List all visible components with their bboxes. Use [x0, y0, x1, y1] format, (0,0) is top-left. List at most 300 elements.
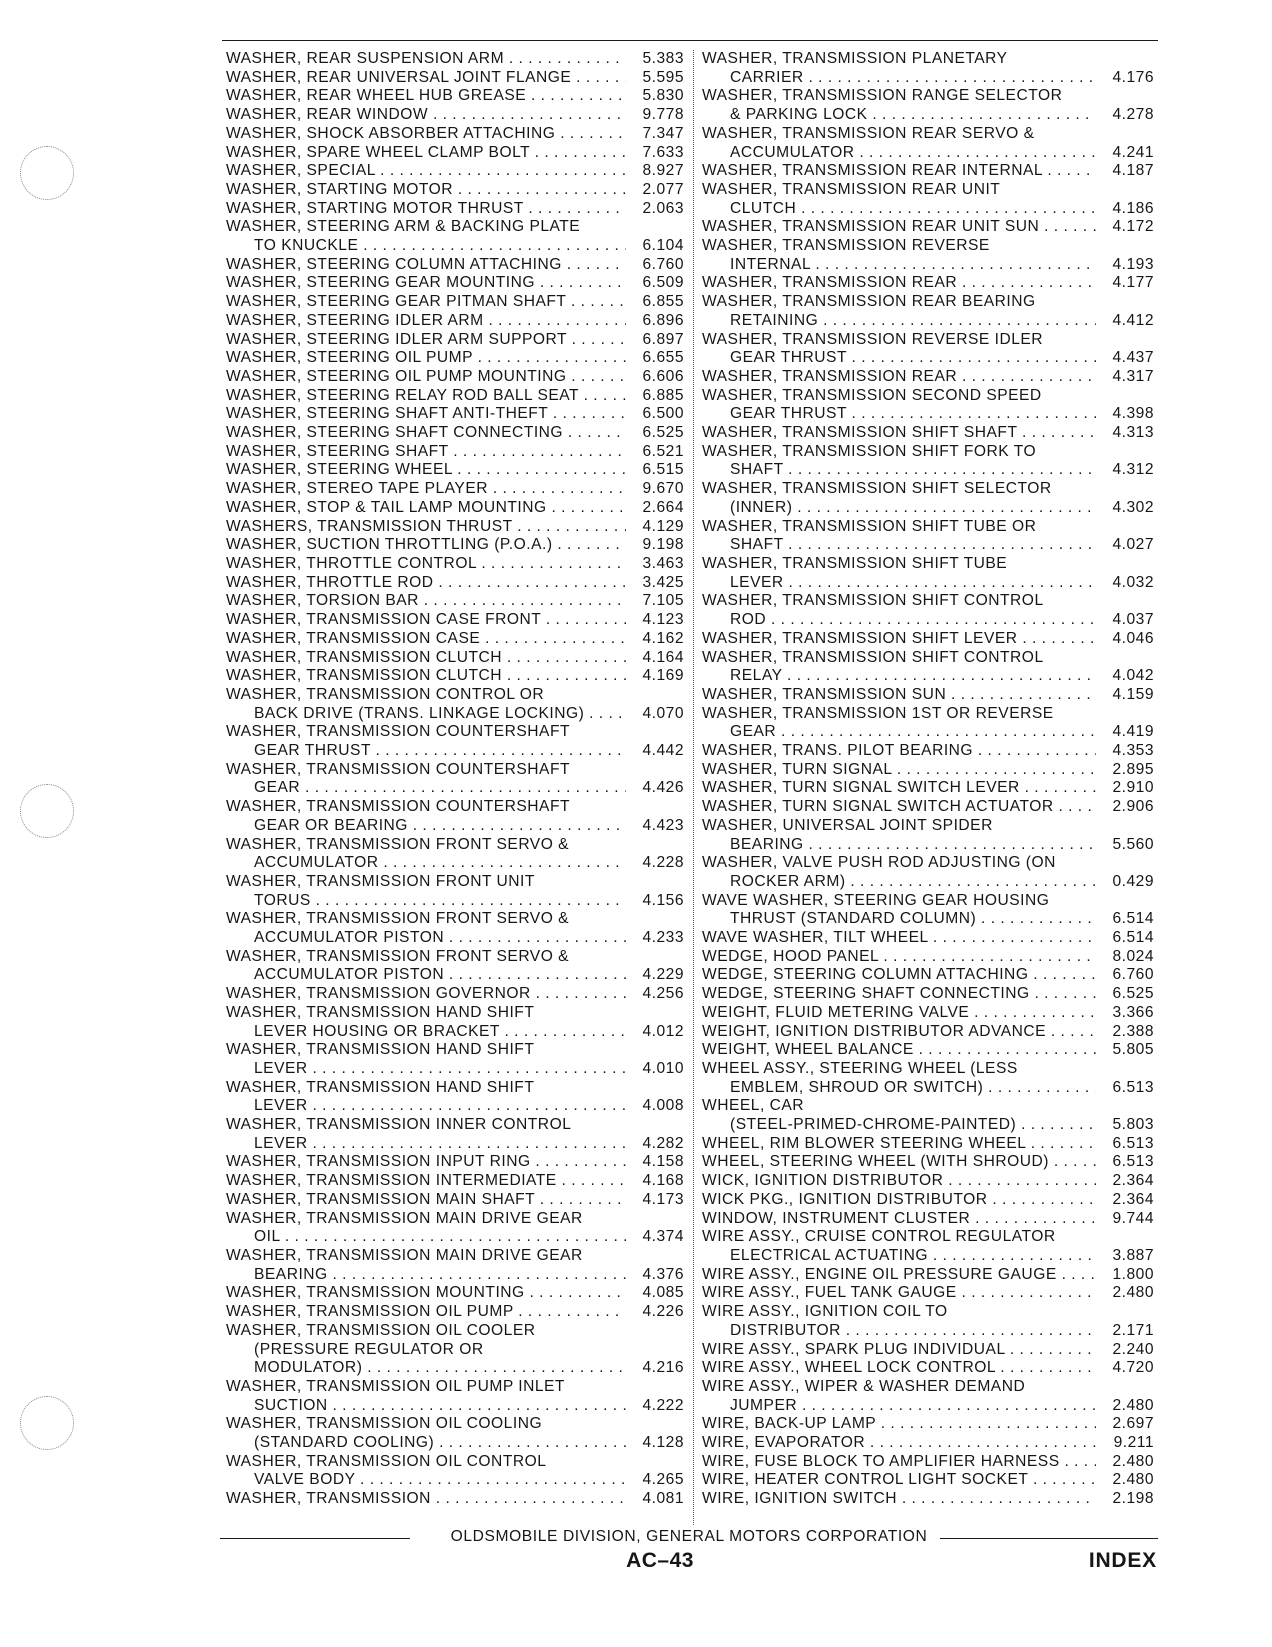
entry-page-ref: 2.480: [1112, 1396, 1154, 1414]
entry-line: [702, 1453, 1154, 1472]
entry-continuation-line: [226, 929, 684, 948]
entry-page-ref: 5.803: [1112, 1116, 1154, 1134]
entry-text: WASHER, STARTING MOTOR . . .: [226, 181, 626, 200]
entry-page-ref: 4.229: [642, 966, 684, 984]
entry-page-ref: 4.070: [642, 704, 684, 722]
entry-text: (STANDARD COOLING) . . .: [226, 1434, 626, 1453]
entry-continuation-line: [226, 742, 684, 761]
index-entry: [702, 1041, 1154, 1060]
index-entry: [702, 1453, 1154, 1472]
entry-line: [702, 649, 1154, 668]
entry-page-ref: 3.366: [1112, 1003, 1154, 1021]
index-entry: [226, 1284, 684, 1303]
entry-line: [226, 836, 684, 855]
entry-continuation-line: [702, 106, 1154, 125]
entry-page-ref: 4.169: [642, 667, 684, 685]
entry-page-ref: 0.429: [1112, 872, 1154, 890]
index-entry: [226, 611, 684, 630]
entry-line: [226, 461, 684, 480]
entry-page-ref: 6.513: [1112, 1078, 1154, 1096]
index-entry: [702, 443, 1154, 480]
index-entry: [226, 667, 684, 686]
index-entry: [226, 293, 684, 312]
entry-text: MODULATOR) . . .: [226, 1359, 626, 1378]
entry-continuation-line: [702, 312, 1154, 331]
entry-line: [702, 630, 1154, 649]
entry-line: [226, 1191, 684, 1210]
entry-page-ref: 4.313: [1112, 424, 1154, 442]
entry-line: [702, 1228, 1154, 1247]
entry-continuation-line: [702, 1322, 1154, 1341]
entry-line: [702, 1284, 1154, 1303]
entry-text: GEAR THRUST . . .: [226, 742, 626, 761]
entry-text: WEDGE, STEERING SHAFT CONNECTING . . .: [702, 985, 1096, 1004]
entry-page-ref: 4.186: [1112, 199, 1154, 217]
entry-line: [702, 1341, 1154, 1360]
entry-continuation-line: [702, 144, 1154, 163]
entry-page-ref: 4.128: [642, 1434, 684, 1452]
index-entry: [226, 1490, 684, 1509]
entry-continuation-line: [226, 1359, 684, 1378]
entry-continuation-line: [226, 705, 684, 724]
entry-text: CARRIER . . .: [702, 69, 1096, 88]
entry-line: [702, 985, 1154, 1004]
entry-line: [226, 985, 684, 1004]
index-entry: [226, 536, 684, 555]
footer-corporation: OLDSMOBILE DIVISION, GENERAL MOTORS CORPORATION: [450, 1528, 928, 1545]
index-entry: [226, 312, 684, 331]
entry-text: WHEEL ASSY., STEERING WHEEL (LESS: [702, 1059, 1018, 1077]
entry-text: ACCUMULATOR PISTON . . .: [226, 966, 626, 985]
entry-text: SUCTION . . .: [226, 1397, 626, 1416]
entry-page-ref: 4.123: [642, 611, 684, 629]
entry-page-ref: 4.129: [642, 517, 684, 535]
entry-line: [702, 1210, 1154, 1229]
index-entry: [702, 1172, 1154, 1191]
entry-continuation-line: [226, 1023, 684, 1042]
entry-text: WAVE WASHER, STEERING GEAR HOUSING: [702, 891, 1050, 909]
index-entry: [226, 480, 684, 499]
index-entry: [702, 1228, 1154, 1265]
entry-line: [226, 424, 684, 443]
entry-text: WAVE WASHER, TILT WHEEL . . .: [702, 929, 1096, 948]
entry-page-ref: 4.233: [642, 929, 684, 947]
entry-text: RELAY . . .: [702, 667, 1096, 686]
entry-text: ROD . . .: [702, 611, 1096, 630]
entry-text: WASHER, SHOCK ABSORBER ATTACHING . . .: [226, 125, 626, 144]
entry-line: [226, 499, 684, 518]
entry-text: WASHER, TRANSMISSION 1ST OR REVERSE: [702, 704, 1054, 722]
entry-page-ref: 2.480: [1112, 1471, 1154, 1489]
entry-page-ref: 4.164: [642, 648, 684, 666]
index-entry: [702, 630, 1154, 649]
entry-line: [226, 331, 684, 350]
entry-text: VALVE BODY . . .: [226, 1471, 626, 1490]
entry-page-ref: 6.885: [642, 386, 684, 404]
index-entry: [226, 592, 684, 611]
entry-text: DISTRIBUTOR . . .: [702, 1322, 1096, 1341]
entry-page-ref: 4.222: [642, 1396, 684, 1414]
entry-page-ref: 3.425: [642, 573, 684, 591]
index-entry: [702, 761, 1154, 780]
entry-page-ref: 6.521: [642, 442, 684, 460]
index-entry: [226, 200, 684, 219]
entry-line: [702, 1471, 1154, 1490]
index-entry: [226, 125, 684, 144]
entry-continuation-line: [702, 536, 1154, 555]
entry-page-ref: 7.633: [642, 143, 684, 161]
entry-page-ref: 4.037: [1112, 611, 1154, 629]
index-entry: [702, 686, 1154, 705]
entry-text: WASHER, TRANSMISSION SUN . . .: [702, 686, 1096, 705]
entry-line: [702, 854, 1154, 873]
entry-line: [226, 87, 684, 106]
index-entry: [226, 630, 684, 649]
entry-page-ref: 3.887: [1112, 1247, 1154, 1264]
entry-text: WASHER, TRANSMISSION HAND SHIFT: [226, 1078, 535, 1096]
entry-page-ref: 4.156: [642, 891, 684, 909]
entry-page-ref: 2.198: [1112, 1490, 1154, 1508]
entry-text: WASHER, TRANSMISSION . . .: [226, 1490, 626, 1509]
index-entry: [702, 162, 1154, 181]
entry-text: WASHER, TRANSMISSION MAIN SHAFT . . .: [226, 1191, 626, 1210]
entry-text: WASHER, TRANSMISSION SHIFT CONTROL: [702, 648, 1044, 666]
index-entry: [702, 1135, 1154, 1154]
entry-text: EMBLEM, SHROUD OR SWITCH) . . .: [702, 1079, 1096, 1098]
entry-line: [702, 387, 1154, 406]
entry-text: WASHER, TRANSMISSION HAND SHIFT: [226, 1041, 535, 1059]
entry-line: [226, 667, 684, 686]
entry-text: JUMPER . . .: [702, 1397, 1096, 1416]
index-entry: [702, 1023, 1154, 1042]
entry-page-ref: 2.077: [642, 180, 684, 198]
index-entry: [226, 1079, 684, 1116]
entry-line: [702, 1378, 1154, 1397]
entry-continuation-line: [702, 405, 1154, 424]
entry-continuation-line: [226, 1097, 684, 1116]
binder-hole-icon: [20, 784, 74, 838]
index-entry: [702, 1415, 1154, 1434]
entry-text: GEAR THRUST . . .: [702, 405, 1096, 424]
entry-page-ref: 6.525: [1112, 985, 1154, 1003]
entry-line: [226, 630, 684, 649]
index-entry: [702, 274, 1154, 293]
index-entry: [702, 87, 1154, 124]
entry-page-ref: 6.760: [1112, 966, 1154, 984]
entry-text: WASHER, TRANSMISSION REVERSE: [702, 237, 990, 255]
entry-line: [226, 611, 684, 630]
entry-page-ref: 4.172: [1112, 218, 1154, 236]
entry-continuation-line: [226, 1266, 684, 1285]
index-entry: [702, 181, 1154, 218]
entry-line: [226, 443, 684, 462]
index-entry: [702, 1471, 1154, 1490]
entry-line: [226, 536, 684, 555]
index-entry: [702, 50, 1154, 87]
entry-line: [702, 1266, 1154, 1285]
entry-text: WASHER, TRANSMISSION CASE . . .: [226, 630, 626, 649]
entry-line: [702, 162, 1154, 181]
index-entry: [226, 1116, 684, 1153]
entry-page-ref: 4.010: [642, 1059, 684, 1077]
entry-text: WASHER, TRANSMISSION REAR BEARING: [702, 293, 1036, 311]
index-entry: [226, 1453, 684, 1490]
entry-text: WASHERS, TRANSMISSION THRUST . . .: [226, 518, 626, 537]
entry-page-ref: 7.347: [642, 124, 684, 142]
entry-text: WASHER, TRANSMISSION SHIFT LEVER . . .: [702, 630, 1096, 649]
entry-text: WASHER, TRANSMISSION MOUNTING . . .: [226, 1284, 626, 1303]
entry-text: RETAINING . . .: [702, 312, 1096, 331]
entry-text: WEIGHT, WHEEL BALANCE . . .: [702, 1041, 1096, 1060]
entry-page-ref: 6.513: [1112, 1153, 1154, 1171]
entry-line: [702, 1415, 1154, 1434]
entry-line: [226, 1415, 684, 1434]
entry-text: WASHER, STEERING WHEEL . . .: [226, 461, 626, 480]
entry-text: WASHER, TRANSMISSION REVERSE IDLER: [702, 330, 1044, 348]
entry-page-ref: 2.906: [1112, 798, 1154, 816]
entry-text: WIRE, EVAPORATOR . . .: [702, 1434, 1096, 1453]
entry-line: [702, 87, 1154, 106]
entry-page-ref: 4.173: [642, 1190, 684, 1208]
entry-text: WASHER, STEERING COLUMN ATTACHING . . .: [226, 256, 626, 275]
index-entry: [226, 331, 684, 350]
index-entry: [702, 742, 1154, 761]
entry-continuation-line: [702, 200, 1154, 219]
entry-line: [226, 312, 684, 331]
index-entry: [702, 1284, 1154, 1303]
entry-page-ref: 4.176: [1112, 68, 1154, 86]
entry-page-ref: 4.228: [642, 854, 684, 872]
entry-page-ref: 9.670: [642, 480, 684, 498]
entry-page-ref: 4.162: [642, 629, 684, 647]
entry-text: WASHER, TRANSMISSION COUNTERSHAFT: [226, 760, 570, 778]
entry-page-ref: 4.216: [642, 1359, 684, 1377]
entry-continuation-line: [226, 237, 684, 256]
entry-text: LEVER . . .: [226, 1135, 626, 1154]
index-entry: [226, 424, 684, 443]
entry-text: WICK, IGNITION DISTRIBUTOR . . .: [702, 1172, 1096, 1191]
entry-line: [702, 218, 1154, 237]
entry-line: [702, 237, 1154, 256]
index-entry: [702, 1153, 1154, 1172]
entry-page-ref: 4.081: [642, 1490, 684, 1508]
index-entry: [702, 331, 1154, 368]
entry-text: (STEEL-PRIMED-CHROME-PAINTED) . . .: [702, 1116, 1096, 1135]
entry-line: [226, 1303, 684, 1322]
entry-text: WEDGE, HOOD PANEL . . .: [702, 948, 1096, 967]
entry-page-ref: 9.211: [1113, 1434, 1154, 1452]
entry-text: WASHER, TRANSMISSION REAR . . .: [702, 274, 1096, 293]
entry-text: SHAFT . . .: [702, 536, 1096, 555]
entry-line: [226, 1210, 684, 1229]
entry-text: THRUST (STANDARD COLUMN) . . .: [702, 910, 1096, 929]
entry-text: LEVER . . .: [226, 1097, 626, 1116]
entry-text: WHEEL, CAR: [702, 1097, 805, 1115]
entry-line: [702, 948, 1154, 967]
entry-text: WASHER, TRANSMISSION COUNTERSHAFT: [226, 798, 570, 816]
index-entry: [226, 387, 684, 406]
entry-text: WASHER, TRANSMISSION CLUTCH . . .: [226, 667, 626, 686]
index-entry: [702, 237, 1154, 274]
entry-continuation-line: [702, 69, 1154, 88]
entry-page-ref: 6.525: [642, 424, 684, 442]
entry-text: WASHER, TRANSMISSION OIL PUMP . . .: [226, 1303, 626, 1322]
entry-text: WIRE ASSY., WHEEL LOCK CONTROL . . .: [702, 1359, 1096, 1378]
entry-line: [702, 518, 1154, 537]
index-entry: [226, 836, 684, 873]
entry-line: [226, 1378, 684, 1397]
entry-page-ref: 4.027: [1112, 536, 1154, 554]
entry-continuation-line: [702, 667, 1154, 686]
index-entry: [702, 649, 1154, 686]
entry-line: [702, 1490, 1154, 1509]
index-entry: [702, 1378, 1154, 1415]
entry-text: WASHER, THROTTLE CONTROL . . .: [226, 555, 626, 574]
entry-text: WASHER, REAR SUSPENSION ARM . . .: [226, 50, 626, 69]
entry-text: WASHER, SUCTION THROTTLING (P.O.A.) . . .: [226, 536, 626, 555]
entry-line: [702, 892, 1154, 911]
entry-page-ref: 4.398: [1112, 405, 1154, 423]
entry-text: WASHER, TRANSMISSION OIL COOLER: [226, 1321, 536, 1339]
entry-text: WASHER, TRANSMISSION REAR INTERNAL . . .: [702, 162, 1096, 181]
index-entry: [226, 985, 684, 1004]
entry-text: LEVER HOUSING OR BRACKET . . .: [226, 1023, 626, 1042]
entry-text: WIRE ASSY., CRUISE CONTROL REGULATOR: [702, 1228, 1056, 1246]
entry-page-ref: 6.515: [642, 461, 684, 479]
entry-page-ref: 2.171: [1112, 1321, 1154, 1339]
entry-line: [702, 1060, 1154, 1079]
entry-page-ref: 9.744: [1112, 1209, 1154, 1227]
entry-text: GEAR . . .: [702, 723, 1096, 742]
entry-page-ref: 8.927: [642, 162, 684, 180]
entry-line: [226, 798, 684, 817]
entry-line: [226, 873, 684, 892]
entry-text: WASHER, TRANSMISSION INNER CONTROL: [226, 1116, 572, 1134]
entry-continuation-line: [702, 1247, 1154, 1266]
entry-page-ref: 2.480: [1112, 1452, 1154, 1470]
index-entry: [702, 480, 1154, 517]
entry-continuation-line: [702, 723, 1154, 742]
index-entry: [702, 705, 1154, 742]
index-entry: [702, 125, 1154, 162]
entry-line: [702, 761, 1154, 780]
index-entry: [226, 144, 684, 163]
entry-line: [226, 910, 684, 929]
entry-text: WEIGHT, FLUID METERING VALVE . . .: [702, 1004, 1096, 1023]
entry-page-ref: 4.376: [642, 1265, 684, 1283]
index-entry: [226, 162, 684, 181]
entry-continuation-line: [226, 1228, 684, 1247]
entry-page-ref: 2.895: [1112, 760, 1154, 778]
index-entry: [226, 1004, 684, 1041]
index-entry: [702, 1210, 1154, 1229]
entry-page-ref: 6.896: [642, 311, 684, 329]
entry-continuation-line: [702, 873, 1154, 892]
entry-page-ref: 4.158: [642, 1153, 684, 1171]
entry-text: WASHER, SPARE WHEEL CLAMP BOLT . . .: [226, 144, 626, 163]
entry-line: [226, 1041, 684, 1060]
entry-text: WIRE ASSY., FUEL TANK GAUGE . . .: [702, 1284, 1096, 1303]
entry-text: (INNER) . . .: [702, 499, 1096, 518]
entry-line: [226, 592, 684, 611]
entry-page-ref: 4.419: [1112, 723, 1154, 741]
entry-text: ELECTRICAL ACTUATING . . .: [702, 1247, 1096, 1266]
index-entry: [702, 1359, 1154, 1378]
entry-line: [702, 368, 1154, 387]
index-entry: [702, 1490, 1154, 1509]
entry-line: [702, 293, 1154, 312]
entry-page-ref: 4.437: [1112, 349, 1154, 367]
entry-line: [226, 368, 684, 387]
entry-text: WIRE, FUSE BLOCK TO AMPLIFIER HARNESS . . .: [702, 1453, 1096, 1472]
entry-page-ref: 2.364: [1112, 1190, 1154, 1208]
entry-text: WASHER, TRANSMISSION SHIFT TUBE: [702, 554, 1008, 572]
index-entry: [226, 87, 684, 106]
entry-text: WASHER, TORSION BAR . . .: [226, 592, 626, 611]
entry-text: WASHER, TRANSMISSION FRONT SERVO &: [226, 910, 570, 928]
entry-line: [226, 200, 684, 219]
index-entry: [702, 555, 1154, 592]
entry-line: [702, 1097, 1154, 1116]
entry-page-ref: 2.063: [642, 199, 684, 217]
index-entry: [702, 368, 1154, 387]
entry-line: [702, 817, 1154, 836]
entry-line: [226, 723, 684, 742]
entry-line: [226, 405, 684, 424]
index-entry: [226, 1303, 684, 1322]
entry-page-ref: 4.226: [642, 1303, 684, 1321]
entry-text: ACCUMULATOR . . .: [702, 144, 1096, 163]
entry-text: WIRE ASSY., ENGINE OIL PRESSURE GAUGE . . .: [702, 1266, 1096, 1285]
index-entry: [226, 1247, 684, 1284]
entry-text: BEARING . . .: [702, 836, 1096, 855]
entry-text: GEAR OR BEARING . . .: [226, 817, 626, 836]
index-entry: [226, 1153, 684, 1172]
entry-line: [702, 1172, 1154, 1191]
entry-continuation-line: [226, 966, 684, 985]
entry-text: WHEEL, STEERING WHEEL (WITH SHROUD) . . .: [702, 1153, 1096, 1172]
entry-page-ref: 2.480: [1112, 1284, 1154, 1302]
entry-text: WINDOW, INSTRUMENT CLUSTER . . .: [702, 1210, 1096, 1229]
entry-text: CLUTCH . . .: [702, 200, 1096, 219]
entry-page-ref: 9.778: [642, 106, 684, 124]
entry-text: WASHER, TRANSMISSION HAND SHIFT: [226, 1003, 535, 1021]
entry-line: [226, 1079, 684, 1098]
index-entry: [226, 69, 684, 88]
entry-text: WASHER, TRANSMISSION FRONT UNIT: [226, 872, 535, 890]
top-rule: [222, 40, 1158, 41]
index-entry: [702, 985, 1154, 1004]
entry-text: WIRE, HEATER CONTROL LIGHT SOCKET . . .: [702, 1471, 1096, 1490]
index-entry: [226, 1378, 684, 1415]
entry-line: [226, 1490, 684, 1509]
index-entry: [226, 1191, 684, 1210]
entry-continuation-line: [226, 892, 684, 911]
index-entry: [702, 424, 1154, 443]
entry-page-ref: 4.412: [1112, 311, 1154, 329]
entry-text: WASHER, TURN SIGNAL SWITCH LEVER . . .: [702, 779, 1096, 798]
entry-line: [226, 555, 684, 574]
entry-page-ref: 4.241: [1112, 143, 1154, 161]
entry-line: [226, 948, 684, 967]
entry-page-ref: 4.302: [1112, 498, 1154, 516]
entry-page-ref: 4.374: [642, 1228, 684, 1246]
section-title: INDEX: [1088, 1549, 1157, 1572]
index-entry: [226, 948, 684, 985]
entry-page-ref: 4.177: [1112, 274, 1154, 292]
entry-text: ROCKER ARM) . . .: [702, 873, 1096, 892]
entry-text: WASHER, STEERING OIL PUMP . . .: [226, 349, 626, 368]
